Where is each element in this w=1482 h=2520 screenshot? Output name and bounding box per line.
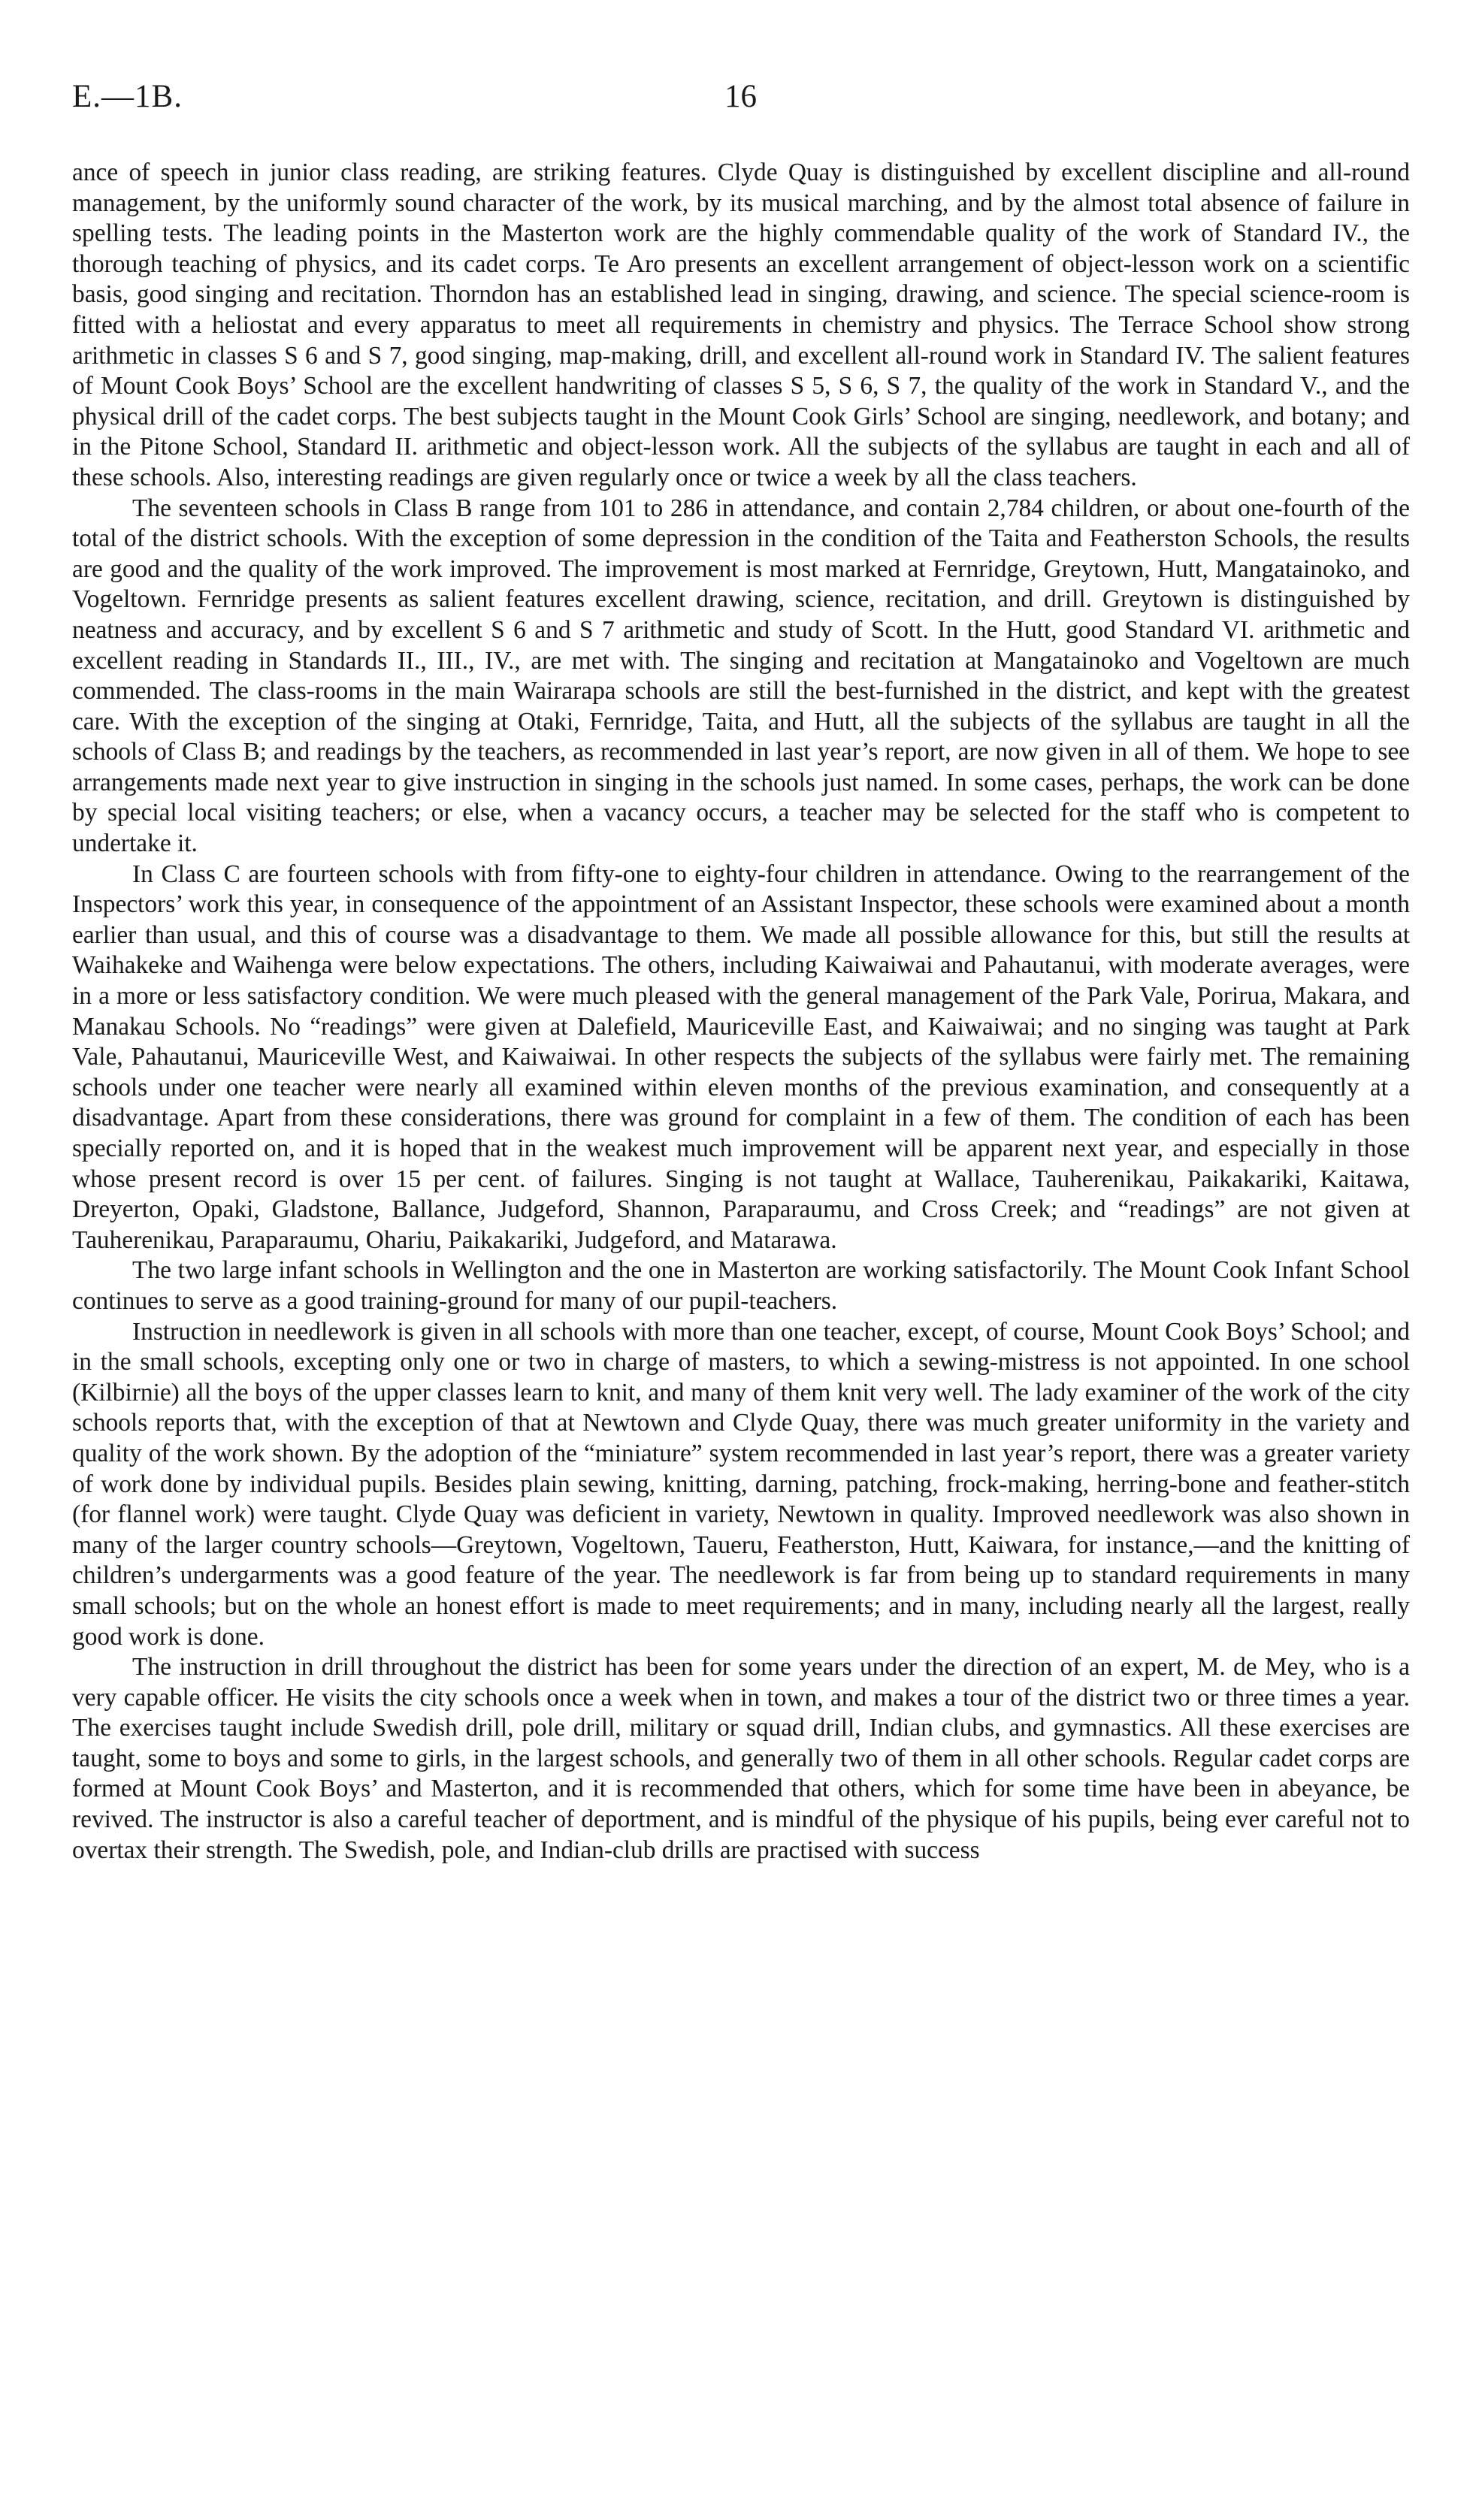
page-header <box>72 72 1410 140</box>
body-text <box>72 158 1410 1866</box>
page-number: 16 <box>724 79 757 114</box>
paragraph-needlework: Instruction in needlework is given in all schools with more than one teacher, except, of course, Mount Cook Boys’ School; and in the small schools, excepting only one or two in charge of masters, to which a sewing-mistress is not appointed. In one school (Kilbirnie) all the boys of the upper classes learn to knit, and many of them knit very well. The lady examiner of the work of the city schools reports that, with the exception of that at Newtown and Clyde Quay, there was much greater uniformity in the variety and quality of the work shown. By the adoption of the “miniature” system recommended in last year’s report, there was a greater variety of work done by individual pupils. Besides plain sewing, knitting, darning, patching, frock-making, herring-bone and feather-stitch (for flannel work) were taught. Clyde Quay was deficient in variety, Newtown in quality. Improved needlework was also shown in many of the larger country schools—Greytown, Vogeltown, Taueru, Featherston, Hutt, Kaiwara, for instance,—and the knitting of children’s undergarments was a good feature of the year. The needlework is far from being up to standard requirements in many small schools; but on the whole an honest effort is made to meet requirements; and in many, including nearly all the largest, really good work is done. <box>72 1317 1410 1651</box>
document-page <box>72 72 1410 1866</box>
paragraph-class-c-schools: In Class C are fourteen schools with from fifty-one to eighty-four children in attendance. Owing to the rearrangement of the Inspectors’ work this year, in consequence of the appointment of an Assistant Inspector, these schools were examined about a month earlier than usual, and this of course was a disadvantage to them. We made all possible allowance for this, but still the results at Waihakeke and Waihenga were below expectations. The others, including Kaiwaiwai and Pahautanui, with moderate averages, were in a more or less satisfactory condition. We were much pleased with the general management of the Park Vale, Porirua, Makara, and Manakau Schools. No “readings” were given at Dalefield, Mauriceville East, and Kaiwaiwai; and no singing was taught at Park Vale, Pahautanui, Mauriceville West, and Kaiwaiwai. In other respects the subjects of the syllabus were fairly met. The remaining schools under one teacher were nearly all examined within eleven months of the previous examination, and consequently at a disadvantage. Apart from these considerations, there was ground for complaint in a few of them. The condition of each has been specially reported on, and it is hoped that in the weakest much improvement will be apparent next year, and especially in those whose present record is over 15 per cent. of failures. Singing is not taught at Wallace, Tauherenikau, Paikakariki, Kaitawa, Dreyerton, Opaki, Gladstone, Ballance, Judgeford, Shannon, Paraparaumu, and Cross Creek; and “readings” are not given at Tauherenikau, Paraparaumu, Ohariu, Paikakariki, Judgeford, and Matarawa. <box>72 860 1410 1254</box>
document-reference: E.—1B. <box>72 79 183 114</box>
paragraph-drill: The instruction in drill throughout the district has been for some years under the direction of an expert, M. de Mey, who is a very capable officer. He visits the city schools once a week when in town, and makes a tour of the district two or three times a year. The exercises taught include Swedish drill, pole drill, military or squad drill, Indian clubs, and gymnastics. All these exercises are taught, some to boys and some to girls, in the largest schools, and generally two of them in all other schools. Regular cadet corps are formed at Mount Cook Boys’ and Masterton, and it is recommended that others, which for some time have been in abeyance, be revived. The instructor is also a careful teacher of deportment, and is mindful of the physique of his pupils, being ever careful not to overtax their strength. The Swedish, pole, and Indian-club drills are practised with success <box>72 1653 1410 1864</box>
paragraph-class-b-schools: The seventeen schools in Class B range from 101 to 286 in attendance, and contain 2,784 children, or about one-fourth of the total of the district schools. With the exception of some depression in the condition of the Taita and Featherston Schools, the results are good and the quality of the work improved. The improvement is most marked at Fernridge, Greytown, Hutt, Mangatainoko, and Vogeltown. Fernridge presents as salient features excellent drawing, science, recitation, and drill. Greytown is distinguished by neatness and accuracy, and by excellent S 6 and S 7 arithmetic and study of Scott. In the Hutt, good Standard VI. arithmetic and excellent reading in Standards II., III., IV., are met with. The singing and recitation at Mangatainoko and Vogeltown are much commended. The class-rooms in the main Wairarapa schools are still the best-furnished in the district, and kept with the greatest care. With the exception of the singing at Otaki, Fernridge, Taita, and Hutt, all the subjects of the syllabus are taught in all the schools of Class B; and readings by the teachers, as recommended in last year’s report, are now given in all of them. We hope to see arrangements made next year to give instruction in singing in the schools just named. In some cases, perhaps, the work can be done by special local visiting teachers; or else, when a vacancy occurs, a teacher may be selected for the staff who is competent to undertake it. <box>72 494 1410 858</box>
paragraph-city-schools: ance of speech in junior class reading, are striking features. Clyde Quay is distinguished by excellent discipline and all-round management, by the uniformly sound character of the work, by its musical marching, and by the almost total absence of failure in spelling tests. The leading points in the Masterton work are the highly commendable quality of the work of Standard IV., the thorough teaching of physics, and its cadet corps. Te Aro presents an excellent arrangement of object-lesson work on a scientific basis, good singing and recitation. Thorndon has an established lead in singing, drawing, and science. The special science-room is fitted with a heliostat and every apparatus to meet all requirements in chemistry and physics. The Terrace School show strong arithmetic in classes S 6 and S 7, good singing, map-making, drill, and excellent all-round work in Standard IV. The salient features of Mount Cook Boys’ School are the excellent handwriting of classes S 5, S 6, S 7, the quality of the work in Standard V., and the physical drill of the cadet corps. The best subjects taught in the Mount Cook Girls’ School are singing, needlework, and botany; and in the Pitone School, Standard II. arithmetic and object-lesson work. All the subjects of the syllabus are taught in each and all of these schools. Also, interesting readings are given regularly once or twice a week by all the class teachers. <box>72 159 1410 491</box>
paragraph-infant-schools: The two large infant schools in Wellington and the one in Masterton are working satisfactorily. The Mount Cook Infant School continues to serve as a good training-ground for many of our pupil-teachers. <box>72 1256 1410 1315</box>
